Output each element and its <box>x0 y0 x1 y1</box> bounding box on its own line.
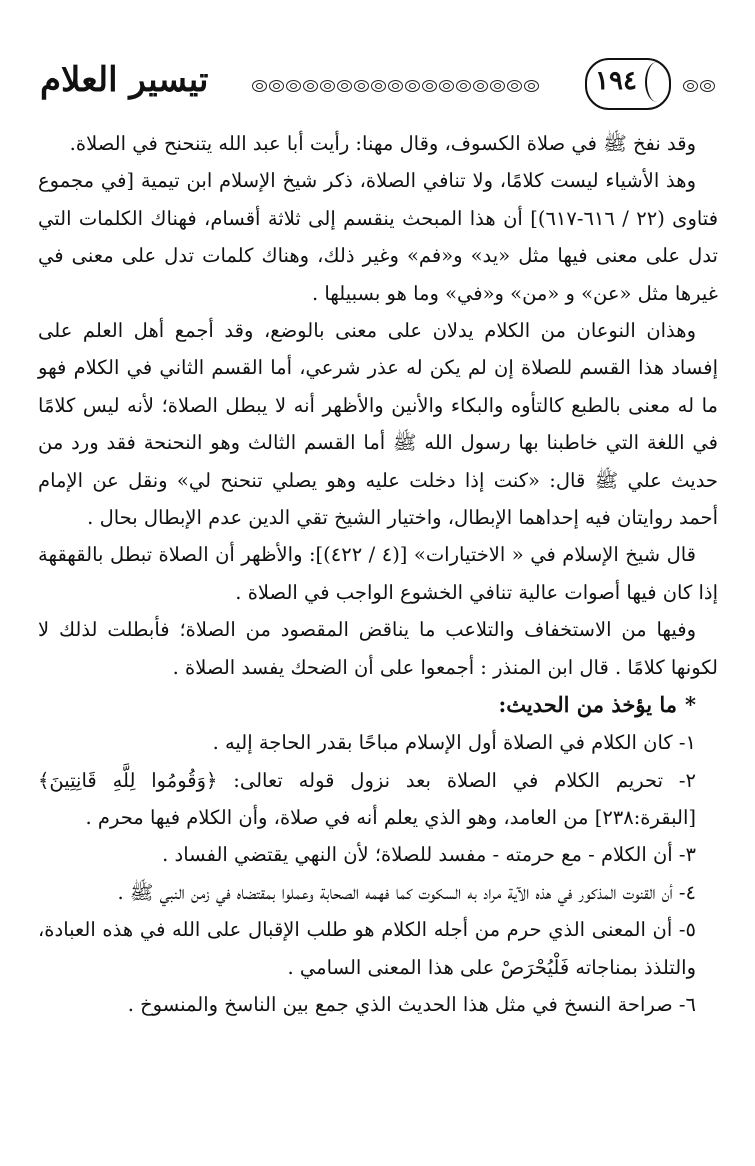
ornament-oval <box>683 80 698 92</box>
paragraph: وهذ الأشياء ليست كلامًا، ولا تنافي الصلاة، ذكر شيخ الإسلام ابن تيمية [في مجموع فتاوى (٢٢ / ٦١٦-٦١٧)] أن هذا المبحث ينقسم إلى ثلاثة أقسام، فهناك الكلمات التي تدل على معنى فيها مثل «يد» و«فم» وغير ذلك، وهناك كلمات تدل على معنى في غيرها مثل «عن» و «من» و«في» وما هو بسبيلها . <box>38 169 719 305</box>
header-ornament-small <box>683 80 715 92</box>
section-heading-text: ما يؤخذ من الحديث: <box>498 692 678 718</box>
ornament-oval <box>524 80 539 92</box>
paragraph: وهذان النوعان من الكلام يدلان على معنى بالوضع، وقد أجمع أهل العلم على إفساد هذا القسم للصلاة إن لم يكن له عذر شرعي، أما القسم الثاني في الكلام فهو ما له معنى بالطبع كالتأوه والبكاء والأنين والأظهر أنه لا يبطل الصلاة؛ لأنه ليس كلامًا في اللغة التي خاطبنا بها رسول الله ﷺ أما القسم الثالث وهو النحنحة فقد ورد من حديث علي ﷺ قال: «كنت إذا دخلت عليه وهو يصلي تنحنح لي» ونقل عن الإمام أحمد روايتان فيه إحداهما الإبطال، واختيار الشيخ تقي الدين عدم الإبطال بحال . <box>38 319 718 530</box>
badge-tail <box>645 62 669 102</box>
ornament-oval <box>405 80 420 92</box>
ornament-oval <box>456 80 471 92</box>
book-title: تيسير العلام <box>40 60 209 100</box>
page-header <box>40 58 715 118</box>
ornament-oval <box>320 80 335 92</box>
section-heading <box>38 686 718 724</box>
ornament-oval <box>354 80 369 92</box>
ornament-oval <box>286 80 301 92</box>
list-item: ٢- تحريم الكلام في الصلاة بعد نزول قوله تعالى: ﴿وَقُومُوا لِلَّهِ قَانِتِينَ﴾ [البقرة:٢٣٨] من العامد، وهو الذي يعلم أنه في صلاة، وأن الكلام فيها محرم . <box>38 768 696 829</box>
paragraph: وفيها من الاستخفاف والتلاعب ما يناقض المقصود من الصلاة؛ فأبطلت لذلك لا لكونها كلامًا . قال ابن المنذر : أجمعوا على أن الضحك يفسد الصلاة . <box>38 618 718 679</box>
ornament-oval <box>388 80 403 92</box>
ornament-oval <box>371 80 386 92</box>
ornament-oval <box>252 80 267 92</box>
ornament-oval <box>439 80 454 92</box>
ornament-oval <box>507 80 522 92</box>
ornament-oval <box>473 80 488 92</box>
ornament-oval <box>303 80 318 92</box>
star-icon: * <box>685 692 696 718</box>
page-body <box>38 125 718 1023</box>
ornament-oval <box>490 80 505 92</box>
paragraph: وقد نفخ ﷺ في صلاة الكسوف، وقال مهنا: رأيت أبا عبد الله يتنحنح في الصلاة. <box>69 132 696 155</box>
paragraph: قال شيخ الإسلام في « الاختيارات» [(٤ / ٤٢٢)]: والأظهر أن الصلاة تبطل بالقهقهة إذا كان فيها أصوات عالية تنافي الخشوع الواجب في الصلاة . <box>38 543 718 604</box>
list-item: ٥- أن المعنى الذي حرم من أجله الكلام هو طلب الإقبال على الله في هذه العبادة، والتلذذ بمناجاته فَلْيُحْرَصْ على هذا المعنى السامي . <box>38 918 696 979</box>
list-item: ٤- أن القنوت المذكور في هذه الآية مراد به السكوت كما فهمه الصحابة وعملوا بمقتضاه في زمن النبي ﷺ . <box>117 880 696 904</box>
header-ornament <box>252 80 539 96</box>
page-number: ١٩٤ <box>595 66 637 96</box>
list-item: ٣- أن الكلام - مع حرمته - مفسد للصلاة؛ لأن النهي يقتضي الفساد . <box>162 843 696 867</box>
list-item: ١- كان الكلام في الصلاة أول الإسلام مباحًا بقدر الحاجة إليه . <box>212 731 696 755</box>
list-item: ٦- صراحة النسخ في مثل هذا الحديث الذي جمع بين الناسخ والمنسوخ . <box>127 992 696 1016</box>
ornament-oval <box>700 80 715 92</box>
ornament-oval <box>269 80 284 92</box>
page-number-badge <box>585 58 671 110</box>
ornament-oval <box>422 80 437 92</box>
ornament-oval <box>337 80 352 92</box>
